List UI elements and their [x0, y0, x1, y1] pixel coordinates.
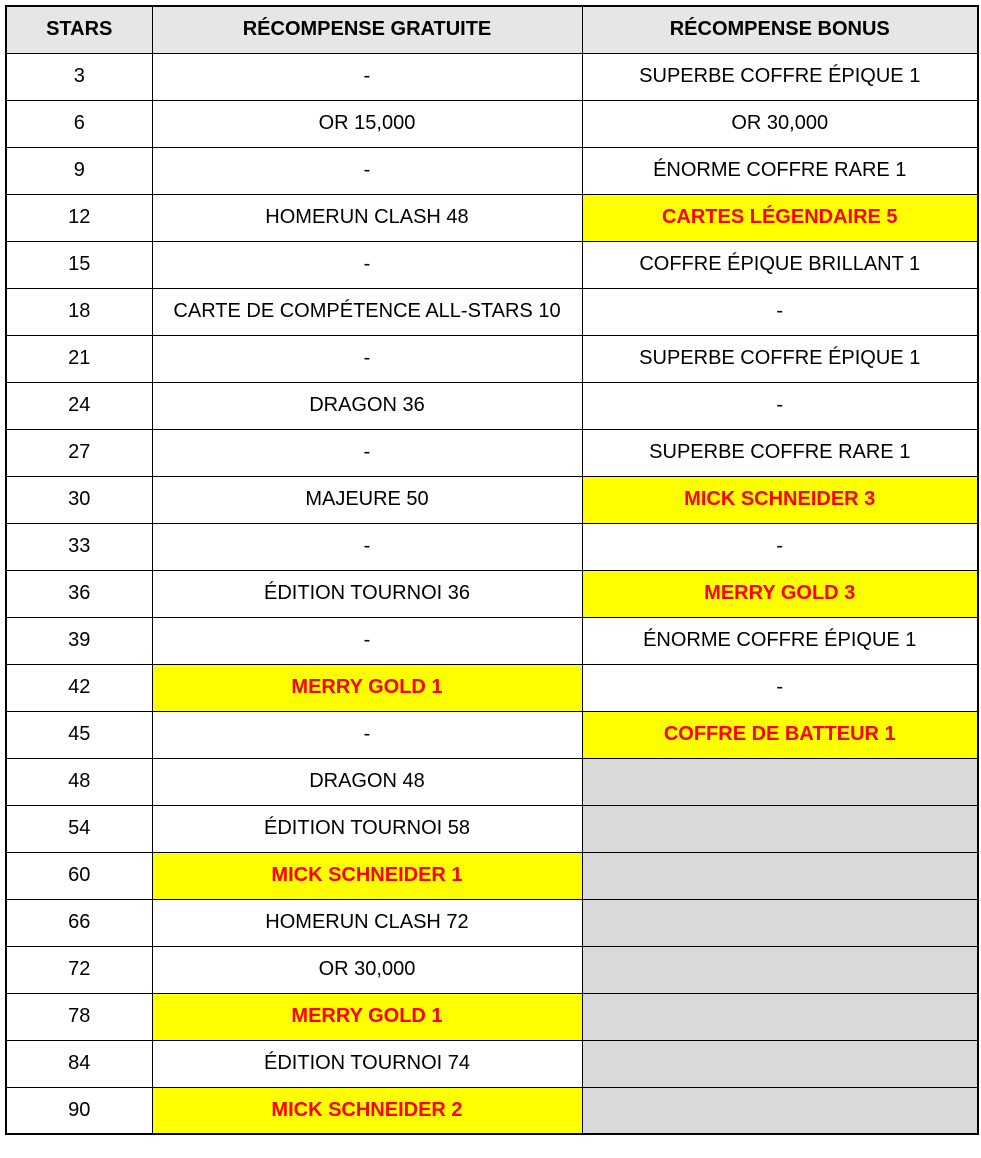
table-row [6, 852, 978, 899]
table-row [6, 664, 978, 711]
table-row [6, 617, 978, 664]
bonus-reward-empty-cell [582, 1087, 978, 1134]
free-reward-cell: DRAGON 48 [152, 758, 582, 805]
table-row [6, 993, 978, 1040]
table-row [6, 241, 978, 288]
header-stars: STARS [6, 6, 152, 53]
stars-cell: 42 [6, 664, 152, 711]
stars-cell: 18 [6, 288, 152, 335]
table-row [6, 53, 978, 100]
bonus-reward-cell: COFFRE DE BATTEUR 1 [582, 711, 978, 758]
bonus-reward-cell: - [582, 382, 978, 429]
bonus-reward-empty-cell [582, 993, 978, 1040]
free-reward-cell: - [152, 53, 582, 100]
table-row [6, 946, 978, 993]
stars-cell: 39 [6, 617, 152, 664]
bonus-reward-cell: COFFRE ÉPIQUE BRILLANT 1 [582, 241, 978, 288]
bonus-reward-cell: SUPERBE COFFRE ÉPIQUE 1 [582, 335, 978, 382]
header-row [6, 6, 978, 53]
bonus-reward-cell: - [582, 523, 978, 570]
bonus-reward-cell: - [582, 288, 978, 335]
stars-cell: 12 [6, 194, 152, 241]
bonus-reward-empty-cell [582, 758, 978, 805]
table-row [6, 194, 978, 241]
table-row [6, 100, 978, 147]
free-reward-cell: - [152, 241, 582, 288]
stars-cell: 24 [6, 382, 152, 429]
table-row [6, 1087, 978, 1134]
table-row [6, 1040, 978, 1087]
free-reward-cell: MERRY GOLD 1 [152, 993, 582, 1040]
bonus-reward-cell: - [582, 664, 978, 711]
stars-cell: 45 [6, 711, 152, 758]
free-reward-cell: OR 15,000 [152, 100, 582, 147]
free-reward-cell: MICK SCHNEIDER 2 [152, 1087, 582, 1134]
free-reward-cell: MAJEURE 50 [152, 476, 582, 523]
stars-cell: 66 [6, 899, 152, 946]
table-row [6, 805, 978, 852]
bonus-reward-cell: MICK SCHNEIDER 3 [582, 476, 978, 523]
stars-cell: 3 [6, 53, 152, 100]
rewards-table-header [6, 6, 978, 53]
bonus-reward-cell: MERRY GOLD 3 [582, 570, 978, 617]
header-free-reward: RÉCOMPENSE GRATUITE [152, 6, 582, 53]
table-row [6, 899, 978, 946]
free-reward-cell: CARTE DE COMPÉTENCE ALL-STARS 10 [152, 288, 582, 335]
stars-cell: 21 [6, 335, 152, 382]
stars-cell: 48 [6, 758, 152, 805]
header-bonus-reward: RÉCOMPENSE BONUS [582, 6, 978, 53]
bonus-reward-empty-cell [582, 805, 978, 852]
stars-cell: 54 [6, 805, 152, 852]
table-row [6, 711, 978, 758]
stars-cell: 72 [6, 946, 152, 993]
stars-cell: 60 [6, 852, 152, 899]
stars-cell: 15 [6, 241, 152, 288]
table-row [6, 570, 978, 617]
stars-cell: 27 [6, 429, 152, 476]
stars-cell: 84 [6, 1040, 152, 1087]
bonus-reward-cell: OR 30,000 [582, 100, 978, 147]
stars-cell: 78 [6, 993, 152, 1040]
free-reward-cell: - [152, 523, 582, 570]
rewards-table-body [6, 53, 978, 1134]
bonus-reward-cell: ÉNORME COFFRE RARE 1 [582, 147, 978, 194]
table-row [6, 288, 978, 335]
table-row [6, 758, 978, 805]
table-row [6, 147, 978, 194]
bonus-reward-cell: CARTES LÉGENDAIRE 5 [582, 194, 978, 241]
bonus-reward-empty-cell [582, 946, 978, 993]
free-reward-cell: - [152, 335, 582, 382]
table-row [6, 476, 978, 523]
free-reward-cell: ÉDITION TOURNOI 36 [152, 570, 582, 617]
free-reward-cell: - [152, 147, 582, 194]
free-reward-cell: - [152, 711, 582, 758]
table-row [6, 429, 978, 476]
stars-cell: 33 [6, 523, 152, 570]
rewards-table [5, 5, 979, 1135]
free-reward-cell: MICK SCHNEIDER 1 [152, 852, 582, 899]
stars-cell: 30 [6, 476, 152, 523]
bonus-reward-empty-cell [582, 1040, 978, 1087]
stars-cell: 90 [6, 1087, 152, 1134]
free-reward-cell: HOMERUN CLASH 48 [152, 194, 582, 241]
bonus-reward-empty-cell [582, 899, 978, 946]
free-reward-cell: DRAGON 36 [152, 382, 582, 429]
bonus-reward-cell: ÉNORME COFFRE ÉPIQUE 1 [582, 617, 978, 664]
table-row [6, 335, 978, 382]
bonus-reward-cell: SUPERBE COFFRE ÉPIQUE 1 [582, 53, 978, 100]
free-reward-cell: - [152, 429, 582, 476]
free-reward-cell: HOMERUN CLASH 72 [152, 899, 582, 946]
free-reward-cell: ÉDITION TOURNOI 74 [152, 1040, 582, 1087]
stars-cell: 36 [6, 570, 152, 617]
bonus-reward-cell: SUPERBE COFFRE RARE 1 [582, 429, 978, 476]
bonus-reward-empty-cell [582, 852, 978, 899]
free-reward-cell: OR 30,000 [152, 946, 582, 993]
free-reward-cell: MERRY GOLD 1 [152, 664, 582, 711]
stars-cell: 9 [6, 147, 152, 194]
stars-cell: 6 [6, 100, 152, 147]
table-row [6, 523, 978, 570]
free-reward-cell: ÉDITION TOURNOI 58 [152, 805, 582, 852]
table-row [6, 382, 978, 429]
free-reward-cell: - [152, 617, 582, 664]
